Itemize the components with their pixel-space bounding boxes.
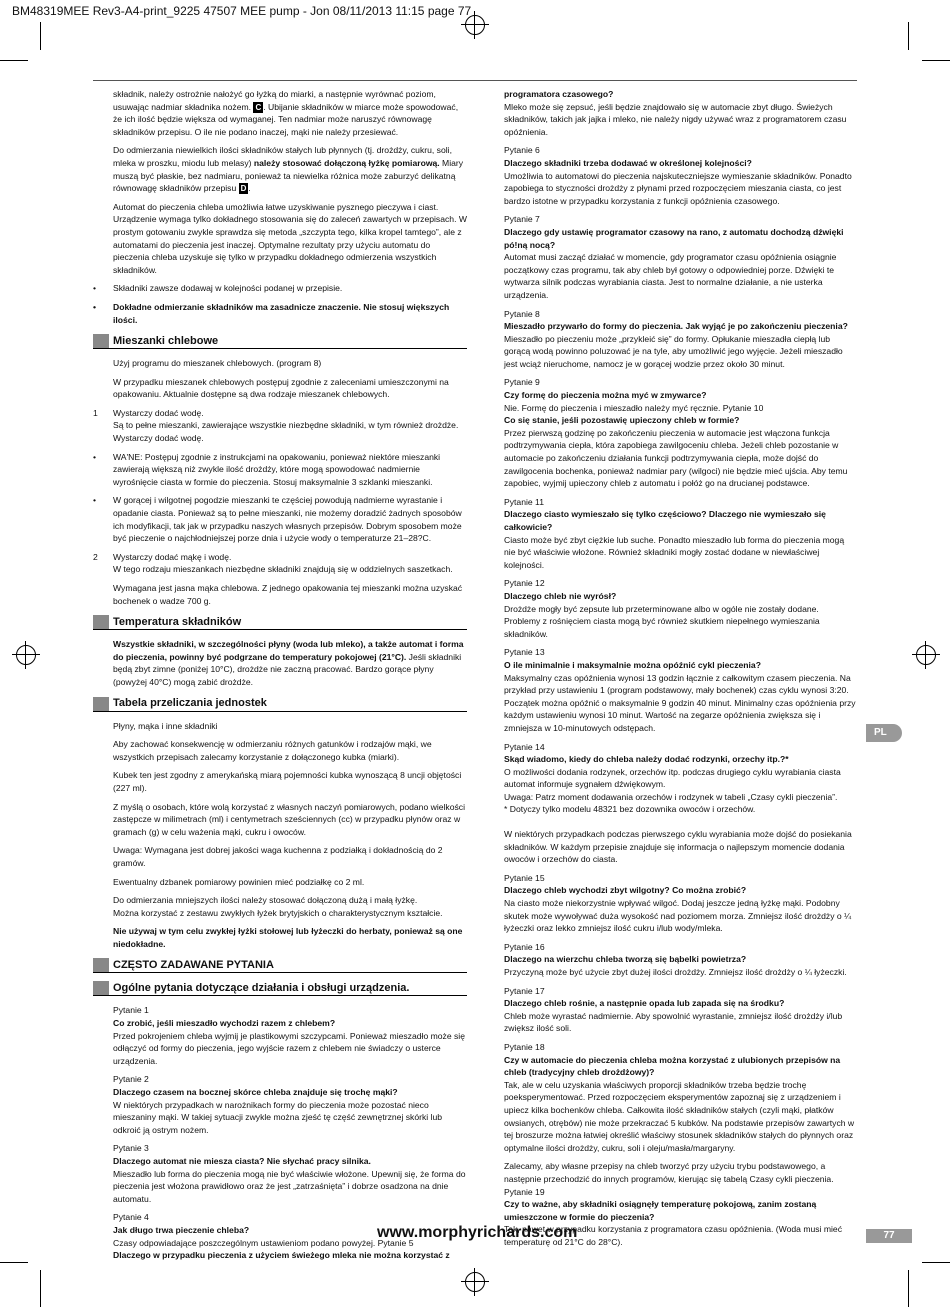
faq-number: Pytanie 18 bbox=[504, 1041, 545, 1052]
paragraph: Uwaga: Wymagana jest dobrej jakości waga kuchenna z podziałką i dokładnością do 2 gramów. bbox=[113, 845, 443, 868]
faq-question: O ile minimalnie i maksymalnie można opóźnić cykl pieczenia? bbox=[504, 659, 761, 670]
section-heading: CZĘSTO ZADAWANE PYTANIA bbox=[93, 958, 467, 973]
crop-mark bbox=[40, 1270, 41, 1307]
paragraph: Użyj programu do mieszanek chlebowych. (program 8) bbox=[113, 358, 322, 369]
faq-answer: Mleko może się zepsuć, jeśli będzie znajdowało się w automacie zbyt długo. Świeżych składników, takich jak jajka i mleko, nie należy nigdy używać wraz z programatorem czasu opóźnienia. bbox=[504, 101, 847, 137]
paragraph: Do odmierzania niewielkich ilości składników stałych lub płynnych (tj. drożdży, cukru, soli, mleka w proszku, miodu lub melasy) należy stosować dołączoną łyżkę pomiarową. Miary muszą być płaskie, bez nadmiaru, ponieważ ta niewielka różnica może zaburzyć delikatną równowagę składników przepisu D . bbox=[113, 145, 464, 194]
faq-answer: Zalecamy, aby własne przepisy na chleb tworzyć przy użyciu trybu podstawowego, a następnie przechodzić do innych programów, kierując się tabelą Czasy cykli pieczenia. Pytanie 19 bbox=[504, 1161, 834, 1197]
paragraph: Wszystkie składniki, w szczególności płyny (woda lub mleko), a także automat i forma do pieczenia, powinny być podgrzane do temperatury pokojowej (21°C). Jeśli składniki będą zbyt zimne (poniżej 10°C), drożdże nie zaczną pracować. Bardzo gorące płyny (powyżej 40°C) mogą zabić drożdże. bbox=[113, 639, 464, 687]
paragraph: Automat do pieczenia chleba umożliwia łatwe uzyskiwanie pysznego pieczywa i ciast. Urządzenie wymaga tylko dokładnego stosowania się do zaleceń zawartych w przepisach. W prostym gotowaniu zwykle sprawdza się metoda „szczypta tego, kilka kropel tamtego”, ale z automatami do pieczenia jest inaczej. Optymalne rezultaty przy użyciu automatu do pieczenia chleba uzyskuje się tylko w przypadku dokładnego odmierzenia wszystkich składników. bbox=[113, 201, 467, 275]
crop-mark bbox=[922, 60, 950, 61]
crop-mark bbox=[908, 1270, 909, 1307]
faq-number: Pytanie 6 bbox=[504, 145, 540, 156]
faq-number: Pytanie 2 bbox=[113, 1074, 149, 1085]
bullet-item: • Dokładne odmierzanie składników ma zasadnicze znaczenie. Nie stosuj większych ilości. bbox=[93, 301, 450, 325]
faq-answer: Drożdże mogły być zepsute lub przeterminowane albo w ogóle nie zostały dodane. Problemy z rośnięciem ciasta mogą być również skutkiem niepełnego wymieszania składników. bbox=[504, 603, 820, 639]
faq-answer: Przyczyną może być użycie zbyt dużej ilości drożdży. Zmniejsz ilość drożdży o ¼ łyżeczki. bbox=[504, 967, 847, 977]
registration-mark-left-icon bbox=[16, 645, 36, 665]
faq-answer: Maksymalny czas opóźnienia wynosi 13 godzin łącznie z całkowitym czasem pieczenia. Na przykład przy ustawieniu 1 (program podstawowy, mały bochenek) czas cyklu wynosi 3:20. Początek można opóźnić o maksymalnie 9 godzin 40 minut. Minimalny czas opóźnienia przy każdym ustawieniu wynosi 10 minut. Wartość na zegarze opóźnienia zwiększa się i zmniejsza w 10-minutowych odstępach. bbox=[504, 672, 856, 733]
paragraph: składnik, należy ostrożnie nałożyć go łyżką do miarki, a następnie wyrównać poziom, usuwając nadmiar składnika nożem. C . Ubijanie składników w miarce może spowodować, że ich ilość będzie większa od wymaganej. Ten nadmiar może naruszyć równowagę składników przepisu. O ile nie podano inaczej, mąki nie należy przesiewać. bbox=[113, 89, 459, 137]
faq-answer: Nie. Formę do pieczenia i mieszadło należy myć ręcznie. Pytanie 10 bbox=[504, 402, 764, 413]
page-number: 77 bbox=[866, 1229, 912, 1243]
numbered-item: 1 Wystarczy dodać wodę. Są to pełne mieszanki, zawierające wszystkie niezbędne składniki, w tym również drożdże. Wystarczy dodać wodę. bbox=[93, 407, 459, 444]
faq-question: Dlaczego czasem na bocznej skórce chleba znajduje się trochę mąki? bbox=[113, 1087, 398, 1098]
d-marker-icon: D bbox=[240, 184, 247, 194]
faq-answer: Przed pokrojeniem chleba wyjmij je plastikowymi szczypcami. Ponieważ mieszadło może się odłączyć od formy do pieczenia, jego wyjście razem z chlebem nie świadczy o usterce urządzenia. bbox=[113, 1030, 465, 1066]
faq-question: Dlaczego chleb wychodzi zbyt wilgotny? Co można zrobić? bbox=[504, 885, 747, 896]
registration-mark-top-icon bbox=[465, 15, 485, 35]
registration-mark-bottom-icon bbox=[465, 1272, 485, 1292]
numbered-item: 2 Wystarczy dodać mąkę i wodę. W tego rodzaju mieszankach niezbędne składniki znajdują się w oddzielnych saszetkach. bbox=[93, 551, 453, 575]
faq-question: Dlaczego chleb rośnie, a następnie opada lub zapada się na środku? bbox=[504, 998, 785, 1009]
faq-question: Dlaczego chleb nie wyrósł? bbox=[504, 590, 617, 601]
faq-answer: Ciasto może być zbyt ciężkie lub suche. Ponadto mieszadło lub forma do pieczenia mogą nie być właściwie włożone. Również składniki mogły zostać dodane w niewłaściwej kolejności. bbox=[504, 534, 845, 570]
faq-number: Pytanie 15 bbox=[504, 872, 545, 883]
faq-question: Co się stanie, jeśli pozostawię upieczony chleb w formie? bbox=[504, 415, 740, 426]
faq-answer: Chleb może wyrastać nadmiernie. Aby spowolnić wyrastanie, zmniejsz ilość drożdży i/lub zwiększ ilość soli. bbox=[504, 1010, 843, 1034]
faq-number: Pytanie 1 bbox=[113, 1005, 149, 1016]
footer-url[interactable]: www.morphyrichards.com bbox=[377, 1224, 578, 1241]
crop-mark bbox=[0, 60, 28, 61]
paragraph: Nie używaj w tym celu zwykłej łyżki stołowej lub łyżeczki do herbaty, ponieważ są one niedokładne. bbox=[113, 926, 463, 949]
registration-mark-right-icon bbox=[916, 645, 936, 665]
faq-answer: Mieszadło po pieczeniu może „przykleić się” do formy. Opłukanie mieszadła ciepłą lub gorącą wodą powinno poluzować je na tyle, aby umożliwić jego wyjęcie. Jeżeli mieszadło jest wciąż nieruchome, namocz je w gorącej wodzie przez około 30 minut. bbox=[504, 333, 843, 369]
crop-mark bbox=[0, 1262, 28, 1263]
faq-question: Dlaczego składniki trzeba dodawać w określonej kolejności? bbox=[504, 157, 752, 168]
c-marker-icon: C bbox=[255, 102, 262, 112]
faq-question: Dlaczego gdy ustawię programator czasowy na rano, z automatu dochodzą dźwięki pó!ną nocą? bbox=[504, 226, 844, 250]
faq-number: Pytanie 9 bbox=[504, 377, 540, 388]
faq-question: Czy w automacie do pieczenia chleba można korzystać z ulubionych przepisów na chleb (tradycyjny chleb drożdżowy)? bbox=[504, 1054, 841, 1078]
faq-answer: W niektórych przypadkach w narożnikach formy do pieczenia może pozostać nieco mieszaniny mąki. W takiej sytuacji zwykle można zjeść tę część zewnętrznej skórki lub odkroić ją ostrym nożem. bbox=[113, 1099, 443, 1135]
faq-number: Pytanie 3 bbox=[113, 1143, 149, 1154]
faq-number: Pytanie 16 bbox=[504, 941, 545, 952]
faq-question: Czy formę do pieczenia można myć w zmywarce? bbox=[504, 390, 707, 401]
paragraph: W przypadku mieszanek chlebowych postępuj zgodnie z zaleceniami umieszczonymi na opakowaniu. Aktualnie dostępne są dwa rodzaje mieszanek chlebowych. bbox=[113, 376, 449, 400]
paragraph: Z myślą o osobach, które wolą korzystać z własnych naczyń pomiarowych, podano wielkości zastępcze w milimetrach (ml) i centymetrach sześciennych (cc) w przypadku płynów oraz w gramach (g) w celu ważenia mąki, cukru i owoców. bbox=[113, 801, 466, 837]
section-heading: Temperatura składników bbox=[93, 615, 467, 630]
faq-number: Pytanie 8 bbox=[504, 308, 540, 319]
faq-question: programatora czasowego? bbox=[504, 89, 614, 99]
faq-answer: Tak, nawet w przypadku korzystania z programatora czasu opóźnienia. (Woda musi mieć temperaturę od 21°C do 28°C). bbox=[504, 1224, 843, 1247]
faq-number: Pytanie 17 bbox=[504, 985, 545, 996]
faq-answer: Przez pierwszą godzinę po zakończeniu pieczenia w automacie jest włączona funkcja podtrzymywania ciepła, która zapobiega zawilgoceniu chleba. Jeżeli chleb pozostanie w automacie po zakończeniu działania funkcji podtrzymywania ciepła, może dojść do zawilgocenia bochenka, ponieważ nadmiar pary (wilgoci) nie będzie mieć ujścia. Aby temu zapobiec, wyjmij upieczony chleb z automatu i połóż go na drucianej podstawce. bbox=[504, 427, 848, 489]
section-heading: Tabela przeliczania jednostek bbox=[93, 697, 467, 712]
left-column bbox=[93, 88, 467, 1262]
faq-question: Dlaczego ciasto wymieszało się tylko częściowo? Dlaczego nie wymieszało się całkowicie? bbox=[504, 509, 826, 532]
faq-question: Dlaczego na wierzchu chleba tworzą się bąbelki powietrza? bbox=[504, 954, 747, 965]
faq-answer: Mieszadło lub forma do pieczenia mogą nie być właściwie włożone. Upewnij się, że forma do pieczenia jest włożona prawidłowo oraz że jest „zatrzaśnięta” i dobrze osadzona na dnie automatu. bbox=[113, 1168, 466, 1204]
faq-answer: W niektórych przypadkach podczas pierwszego cyklu wyrabiania może dojść do posiekania składników. W każdym przepisie znajduje się informacja o najlepszym momencie dodania owoców i orzechów do ciasta. bbox=[504, 829, 852, 865]
crop-mark bbox=[908, 22, 909, 50]
section-heading: Ogólne pytania dotyczące działania i obsługi urządzenia. bbox=[93, 981, 467, 996]
faq-number: Pytanie 7 bbox=[504, 214, 540, 225]
faq-answer: O możliwości dodania rodzynek, orzechów itp. podczas drugiego cyklu wyrabiania ciasta automat informuje sygnałem dźwiękowym. Uwaga: Patrz moment dodawania orzechów i rodzynek w tabeli „Czasy cykli pieczenia”. * Dotyczy tylko modelu 48321 bez dozownika owoców i orzechów. bbox=[504, 766, 841, 815]
faq-answer: Tak, ale w celu uzyskania właściwych proporcji składników trzeba będzie trochę poeksperymentować. Przed rozpoczęciem eksperymentów zapoznaj się z urządzeniem i upiecz kilka bochenków chleba. Całkowita ilość składników stałych (czyli mąki, płatków owsianych, otrębów) nie może przekraczać 5 kubków. Na podstawie przepisów zawartych w tej broszurze można łatwiej określić właściwy stosunek składników stałych do płynnych oraz optymalne ilości drożdży, cukru, soli i oleju/masła/margaryny. bbox=[504, 1079, 855, 1153]
faq-question: Dlaczego w przypadku pieczenia z użyciem świeżego mleka nie można korzystać z bbox=[113, 1250, 450, 1261]
bullet-item: • WA'NE: Postępuj zgodnie z instrukcjami na opakowaniu, ponieważ niektóre mieszanki zawierają większą niż zwykle ilość drożdży, które mogą spowodować nadmiernie wyrośnięcie ciasta w formie do pieczenia. Stosuj maksymalnie 3 szklanki mieszanki. bbox=[93, 451, 441, 487]
bullet-item: • Składniki zawsze dodawaj w kolejności podanej w przepisie. bbox=[93, 283, 343, 294]
faq-answer: Umożliwia to automatowi do pieczenia najskuteczniejsze wymieszanie składników. Ponadto zapobiega to styczności drożdży z płynami przed rozpoczęciem mieszania ciasta, co jest bardzo istotne w przypadku korzystania z funkcji opóźnienia czasowego. bbox=[504, 170, 852, 206]
crop-mark bbox=[922, 1262, 950, 1263]
faq-answer: Automat musi zacząć działać w momencie, gdy programator czasu opóźnienia osiągnie początkowy czas programu, tak aby chleb był gotowy o odpowiedniej porze. Dźwięki te wytwarza silnik podczas wyrabiania ciasta. Jest to normalne działanie, a nie usterka urządzenia. bbox=[504, 252, 837, 300]
right-column bbox=[504, 88, 856, 1248]
paragraph: Ewentualny dzbanek pomiarowy powinien mieć podziałkę co 2 ml. bbox=[113, 876, 365, 887]
faq-question: Jak długo trwa pieczenie chleba? bbox=[113, 1224, 250, 1235]
faq-question: Czy to ważne, aby składniki osiągnęły temperaturę pokojową, zanim zostaną umieszczone w formie do pieczenia? bbox=[504, 1199, 817, 1222]
top-rule bbox=[93, 80, 857, 81]
crop-mark bbox=[40, 22, 41, 50]
faq-question: Co zrobić, jeśli mieszadło wychodzi razem z chlebem? bbox=[113, 1018, 336, 1029]
language-tab: PL bbox=[866, 724, 902, 742]
faq-number: Pytanie 4 bbox=[113, 1212, 149, 1223]
faq-answer: Czasy odpowiadające poszczególnym ustawieniom podano powyżej. Pytanie 5 bbox=[113, 1237, 414, 1248]
faq-number: Pytanie 13 bbox=[504, 647, 545, 658]
faq-number: Pytanie 12 bbox=[504, 578, 545, 589]
paragraph: Wymagana jest jasna mąka chlebowa. Z jednego opakowania tej mieszanki można uzyskać bochenek o wadze 700 g. bbox=[113, 583, 463, 606]
faq-number: Pytanie 14 bbox=[504, 741, 545, 752]
print-header: BM48319MEE Rev3-A4-print_9225 47507 MEE pump - Jon 08/11/2013 11:15 page 77 bbox=[12, 4, 472, 18]
paragraph: Płyny, mąka i inne składniki bbox=[113, 720, 218, 731]
faq-question: Skąd wiadomo, kiedy do chleba należy dodać rodzynki, orzechy itp.?* bbox=[504, 754, 789, 765]
faq-question: Mieszadło przywarło do formy do pieczenia. Jak wyjąć je po zakończeniu pieczenia? bbox=[504, 321, 848, 332]
section-heading: Mieszanki chlebowe bbox=[93, 334, 467, 349]
paragraph: Aby zachować konsekwencję w odmierzaniu różnych gatunków i rodzajów mąki, we wszystkich przepisach zalecamy korzystanie z dołączonego kubka (miarki). bbox=[113, 739, 432, 762]
faq-answer: Na ciasto może niekorzystnie wpływać wilgoć. Dodaj jeszcze jedną łyżkę mąki. Podobny skutek może wywoływać duża wysokość nad poziomem morza. Zmniejsz ilość drożdży o ¼ łyżeczki oraz lekko zmniejsz ilość cukru i/lub wody/mleka. bbox=[504, 898, 852, 934]
faq-question: Dlaczego automat nie miesza ciasta? Nie słychać pracy silnika. bbox=[113, 1156, 371, 1166]
faq-number: Pytanie 11 bbox=[504, 496, 544, 507]
bullet-item: • W gorącej i wilgotnej pogodzie mieszanki te częściej powodują nadmierne wyrastanie i opadanie ciasta. Ponieważ są to pełne mieszanki, nie możemy doradzić żadnych sposobów ich modyfikacji, tak jak w przypadku naszych własnych przepisów. Dobrym sposobem może być pieczenie o najchłodniejszej porze dnia i użycie wody o temperaturze 21–28?C. bbox=[93, 495, 462, 544]
paragraph: Kubek ten jest zgodny z amerykańską miarą pojemności kubka wynoszącą 8 uncji objętości (227 ml). bbox=[113, 770, 462, 793]
paragraph: Do odmierzania mniejszych ilości należy stosować dołączoną dużą i małą łyżkę. Można korzystać z zestawu zwykłych łyżek brytyjskich o charakterystycznym kształcie. bbox=[113, 895, 443, 918]
